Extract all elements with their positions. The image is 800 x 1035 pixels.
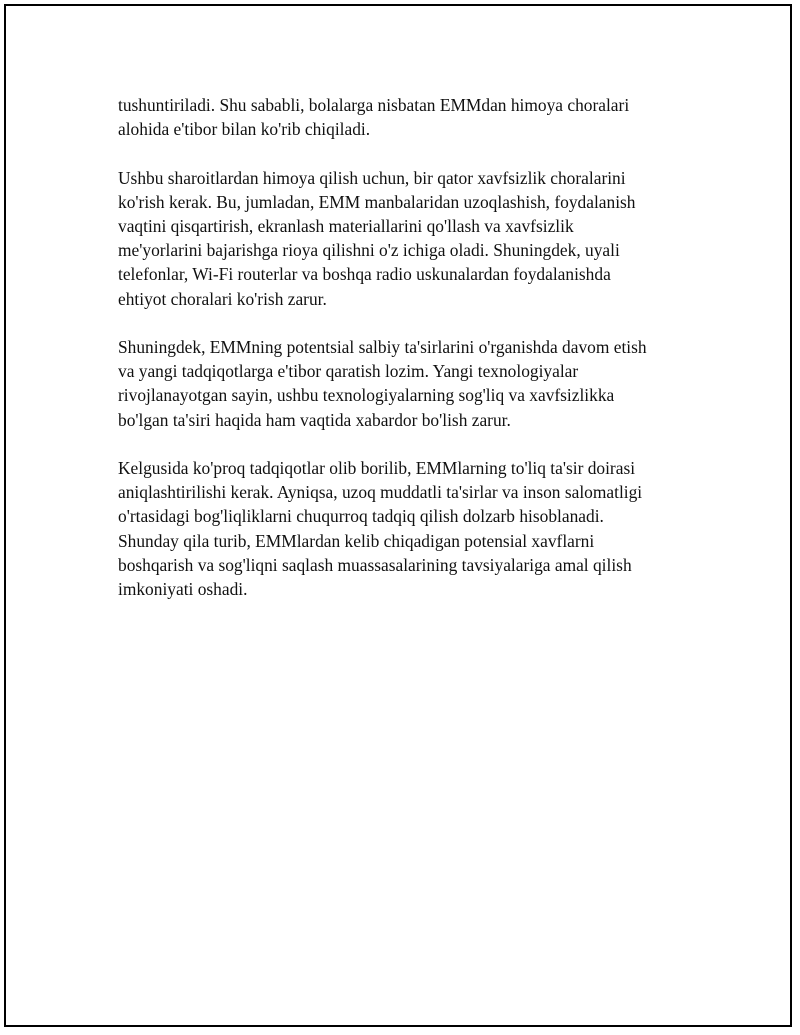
paragraph-line: Kelgusida ko'proq tadqiqotlar olib borilib, EMMlarning to'liq ta'sir doirasi xyxy=(118,458,636,478)
paragraph-4 xyxy=(118,456,698,601)
paragraph-line: ko'rish kerak. Bu, jumladan, EMM manbalaridan uzoqlashish, foydalanish xyxy=(118,191,636,212)
paragraph-line: alohida e'tibor bilan ko'rib chiqiladi. xyxy=(118,119,371,140)
paragraph-line: o'rtasidagi bog'liqliklarni chuqurroq tadqiq qilish dolzarb hisoblanadi. xyxy=(118,506,604,527)
paragraph-line: va yangi tadqiqotlarga e'tibor qaratish lozim. Yangi texnologiyalar xyxy=(118,361,579,382)
paragraph-2 xyxy=(118,166,698,311)
paragraph-1 xyxy=(118,93,698,141)
paragraph-line: ehtiyot choralari ko'rish zarur. xyxy=(118,288,327,309)
paragraph-line: tushuntiriladi. Shu sababli, bolalarga nisbatan EMMdan himoya choralari xyxy=(118,95,630,115)
document-body xyxy=(118,93,698,625)
paragraph-line: rivojlanayotgan sayin, ushbu texnologiyalarning sog'liq va xavfsizlikka xyxy=(118,385,615,406)
paragraph-line: boshqarish va sog'liqni saqlash muassasalarining tavsiyalariga amal qilish xyxy=(118,554,632,575)
paragraph-line: vaqtini qisqartirish, ekranlash materiallarini qo'llash va xavfsizlik xyxy=(118,216,574,236)
paragraph-line: aniqlashtirilishi kerak. Ayniqsa, uzoq muddatli ta'sirlar va inson salomatligi xyxy=(118,482,643,503)
paragraph-line: bo'lgan ta'siri haqida ham vaqtida xabardor bo'lish zarur. xyxy=(118,409,511,430)
paragraph-line: telefonlar, Wi-Fi routerlar va boshqa radio uskunalardan foydalanishda xyxy=(118,264,611,285)
paragraph-line: Ushbu sharoitlardan himoya qilish uchun, bir qator xavfsizlik choralarini xyxy=(118,167,626,188)
paragraph-line: Shunday qila turib, EMMlardan kelib chiqadigan potensial xavflarni xyxy=(118,530,595,551)
paragraph-3 xyxy=(118,335,698,432)
paragraph-line: Shuningdek, EMMning potentsial salbiy ta'sirlarini o'rganishda davom etish xyxy=(118,337,647,357)
paragraph-line: imkoniyati oshadi. xyxy=(118,579,248,600)
paragraph-line: me'yorlarini bajarishga rioya qilishni o'z ichiga oladi. Shuningdek, uyali xyxy=(118,240,620,261)
